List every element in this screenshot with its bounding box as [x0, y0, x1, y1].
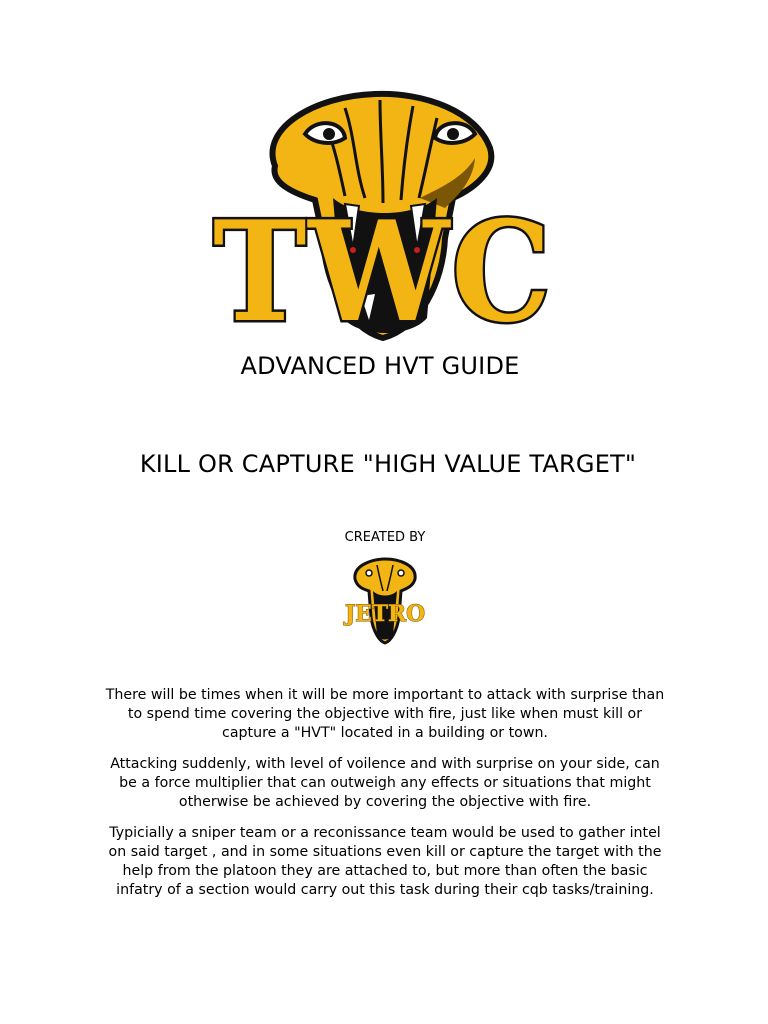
author-cobra-logo	[341, 557, 429, 645]
twc-cobra-logo	[205, 88, 561, 346]
paragraph: Typicially a sniper team or a reconissance team would be used to gather intel on said target , and in some situations even kill or capture the target with the help from the platoon they are attached to, but more than often the basic infatry of a section would carry out this task during their cqb tasks/training.	[108, 825, 662, 898]
body-text	[100, 686, 670, 912]
paragraph: Attacking suddenly, with level of voilence and with surprise on your side, can be a force multiplier that can outweigh any effects or situations that might otherwise be achieved by covering the objective with fire.	[110, 756, 660, 810]
created-by-label: CREATED BY	[344, 530, 426, 545]
document-title: ADVANCED HVT GUIDE	[240, 352, 520, 380]
author-logo-text: JETRO	[343, 601, 425, 627]
paragraph: There will be times when it will be more important to attack with surprise than to spend time covering the objective with fire, just like when must kill or capture a "HVT" located in a building or town.	[105, 687, 665, 741]
twc-logo-text: TWC	[213, 190, 553, 346]
document-subtitle: KILL OR CAPTURE "HIGH VALUE TARGET"	[139, 450, 637, 478]
